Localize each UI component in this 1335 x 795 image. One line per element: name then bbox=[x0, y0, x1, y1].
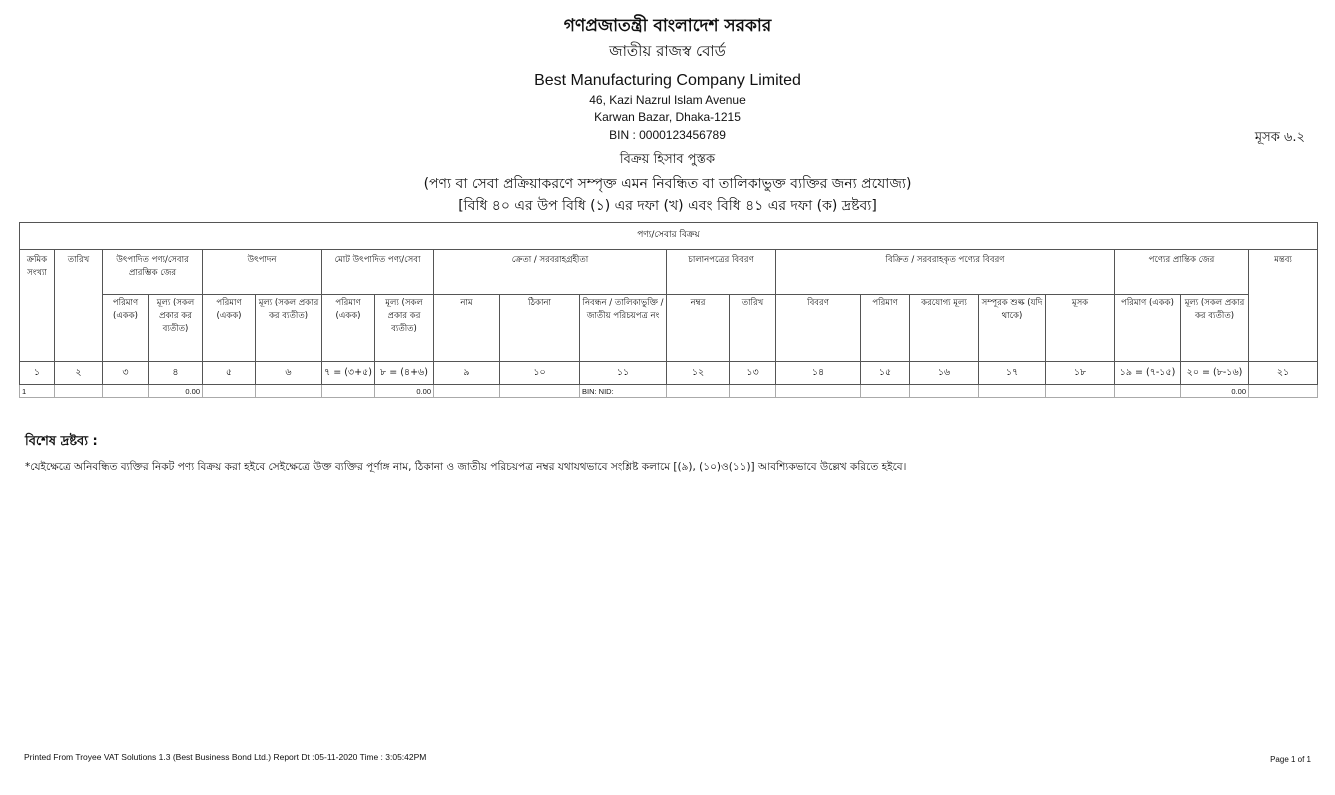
row-challan-number bbox=[667, 385, 730, 398]
row-sold-vat bbox=[1046, 385, 1115, 398]
board-title: জাতীয় রাজস্ব বোর্ড bbox=[609, 42, 726, 60]
column-number: ১৬ bbox=[910, 362, 979, 385]
row-production-value bbox=[256, 385, 322, 398]
closing-qty-header: পরিমাণ (একক) bbox=[1115, 295, 1181, 362]
col-closing-stock-header: পণ্যের প্রান্তিক জের bbox=[1115, 250, 1249, 295]
buyer-reg-id-header: নিবন্ধন / তালিকাভুক্তি / জাতীয় পরিচয়পত্র নং bbox=[580, 295, 667, 362]
col-challan-header: চালানপত্রের বিবরণ bbox=[667, 250, 776, 295]
table-row bbox=[20, 385, 1318, 398]
col-opening-stock-header: উৎপাদিত পণ্য/সেবার প্রারম্ভিক জের bbox=[103, 250, 203, 295]
column-number: ১৫ bbox=[861, 362, 910, 385]
row-buyer-address bbox=[500, 385, 580, 398]
col-serial-header: ক্রমিক সংখ্যা bbox=[20, 250, 55, 362]
row-production-qty bbox=[203, 385, 256, 398]
row-serial: 1 bbox=[20, 385, 55, 398]
government-title: গণপ্রজাতন্ত্রী বাংলাদেশ সরকার bbox=[563, 16, 772, 36]
total-qty-header: পরিমাণ (একক) bbox=[322, 295, 375, 362]
column-number: ১১ bbox=[580, 362, 667, 385]
row-sold-supp-duty bbox=[979, 385, 1046, 398]
sold-vat-header: মূসক bbox=[1046, 295, 1115, 362]
row-total-qty bbox=[322, 385, 375, 398]
column-number: ১৩ bbox=[730, 362, 776, 385]
page-number: Page 1 of 1 bbox=[1270, 755, 1311, 764]
row-opening-qty bbox=[103, 385, 149, 398]
production-qty-header: পরিমাণ (একক) bbox=[203, 295, 256, 362]
column-number: ১৭ bbox=[979, 362, 1046, 385]
column-number: ২০ = (৮-১৬) bbox=[1181, 362, 1249, 385]
row-sold-quantity bbox=[861, 385, 910, 398]
book-subtitle: (পণ্য বা সেবা প্রক্রিয়াকরণে সম্পৃক্ত এমন নিবন্ধিত বা তালিকাভুক্ত ব্যক্তির জন্য প্রযোজ্য) bbox=[423, 176, 912, 192]
sold-description-header: বিবরণ bbox=[776, 295, 861, 362]
opening-value-header: মূল্য (সকল প্রকার কর ব্যতীত) bbox=[149, 295, 203, 362]
column-number: ৬ bbox=[256, 362, 322, 385]
rule-reference: [বিধি ৪০ এর উপ বিধি (১) এর দফা (খ) এবং বিধি ৪১ এর দফা (ক) দ্রষ্টব্য] bbox=[458, 198, 877, 214]
closing-value-header: মূল্য (সকল প্রকার কর ব্যতীত) bbox=[1181, 295, 1249, 362]
col-remarks-header: মন্তব্য bbox=[1249, 250, 1318, 362]
company-address-line2: Karwan Bazar, Dhaka-1215 bbox=[594, 110, 741, 124]
column-number: ১০ bbox=[500, 362, 580, 385]
table-main-title: পণ্য/সেবার বিক্রয় bbox=[20, 223, 1318, 250]
challan-number-header: নম্বর bbox=[667, 295, 730, 362]
col-total-produced-header: মোট উৎপাদিত পণ্য/সেবা bbox=[322, 250, 434, 295]
row-buyer-name bbox=[434, 385, 500, 398]
row-sold-description bbox=[776, 385, 861, 398]
column-number: ২ bbox=[55, 362, 103, 385]
column-number: ১৮ bbox=[1046, 362, 1115, 385]
row-remarks bbox=[1249, 385, 1318, 398]
special-note-text: *যেইক্ষেত্রে অনিবন্ধিত ব্যক্তির নিকট পণ্য বিক্রয় করা হইবে সেইক্ষেত্রে উক্ত ব্যক্তির পূর্ণাঙ্গ নাম, ঠিকানা ও জাতীয় পরিচয়পত্র নম্বর যথাযথভাবে সংশ্লিষ্ট কলামে [(৯), (১০)ও(১১)] আবশ্যিকভাবে উল্লেখ করিতে হইবে। bbox=[25, 461, 907, 473]
challan-date-header: তারিখ bbox=[730, 295, 776, 362]
sold-taxable-value-header: করযোগ্য মূল্য bbox=[910, 295, 979, 362]
column-number: ২১ bbox=[1249, 362, 1318, 385]
row-opening-value: 0.00 bbox=[149, 385, 203, 398]
total-value-header: মূল্য (সকল প্রকার কর ব্যতীত) bbox=[375, 295, 434, 362]
column-number: ১৯ = (৭-১৫) bbox=[1115, 362, 1181, 385]
row-date bbox=[55, 385, 103, 398]
row-challan-date bbox=[730, 385, 776, 398]
buyer-address-header: ঠিকানা bbox=[500, 295, 580, 362]
company-bin: BIN : 0000123456789 bbox=[609, 128, 726, 142]
book-title: বিক্রয় হিসাব পুস্তক bbox=[619, 152, 716, 167]
row-buyer-reg-id: BIN: NID: bbox=[580, 385, 667, 398]
sales-register-table bbox=[19, 222, 1318, 398]
column-number: ১২ bbox=[667, 362, 730, 385]
row-closing-qty bbox=[1115, 385, 1181, 398]
col-production-header: উৎপাদন bbox=[203, 250, 322, 295]
row-total-value: 0.00 bbox=[375, 385, 434, 398]
opening-qty-header: পরিমাণ (একক) bbox=[103, 295, 149, 362]
column-number: ৩ bbox=[103, 362, 149, 385]
sold-supp-duty-header: সম্পূরক শুল্ক (যদি থাকে) bbox=[979, 295, 1046, 362]
row-sold-taxable-value bbox=[910, 385, 979, 398]
mushak-form-number: মূসক ৬.২ bbox=[1254, 130, 1305, 145]
column-number: ৭ = (৩+৫) bbox=[322, 362, 375, 385]
special-note-title: বিশেষ দ্রষ্টব্য : bbox=[25, 434, 98, 449]
column-number: ১৪ bbox=[776, 362, 861, 385]
company-name: Best Manufacturing Company Limited bbox=[534, 72, 801, 89]
col-date-header: তারিখ bbox=[55, 250, 103, 362]
company-address-line1: 46, Kazi Nazrul Islam Avenue bbox=[589, 93, 746, 107]
column-number: ৪ bbox=[149, 362, 203, 385]
buyer-name-header: নাম bbox=[434, 295, 500, 362]
column-number: ৮ = (৪+৬) bbox=[375, 362, 434, 385]
production-value-header: মূল্য (সকল প্রকার কর ব্যতীত) bbox=[256, 295, 322, 362]
col-sold-details-header: বিক্রিত / সরবরাহকৃত পণ্যের বিবরণ bbox=[776, 250, 1115, 295]
column-number: ৫ bbox=[203, 362, 256, 385]
sold-quantity-header: পরিমাণ bbox=[861, 295, 910, 362]
print-footer: Printed From Troyee VAT Solutions 1.3 (Best Business Bond Ltd.) Report Dt :05-11-2020 Time : 3:05:42PM bbox=[24, 752, 427, 762]
col-buyer-header: ক্রেতা / সরবরাহগ্রহীতা bbox=[434, 250, 667, 295]
row-closing-value: 0.00 bbox=[1181, 385, 1249, 398]
column-number-row bbox=[20, 362, 1318, 385]
column-number: ৯ bbox=[434, 362, 500, 385]
column-number: ১ bbox=[20, 362, 55, 385]
